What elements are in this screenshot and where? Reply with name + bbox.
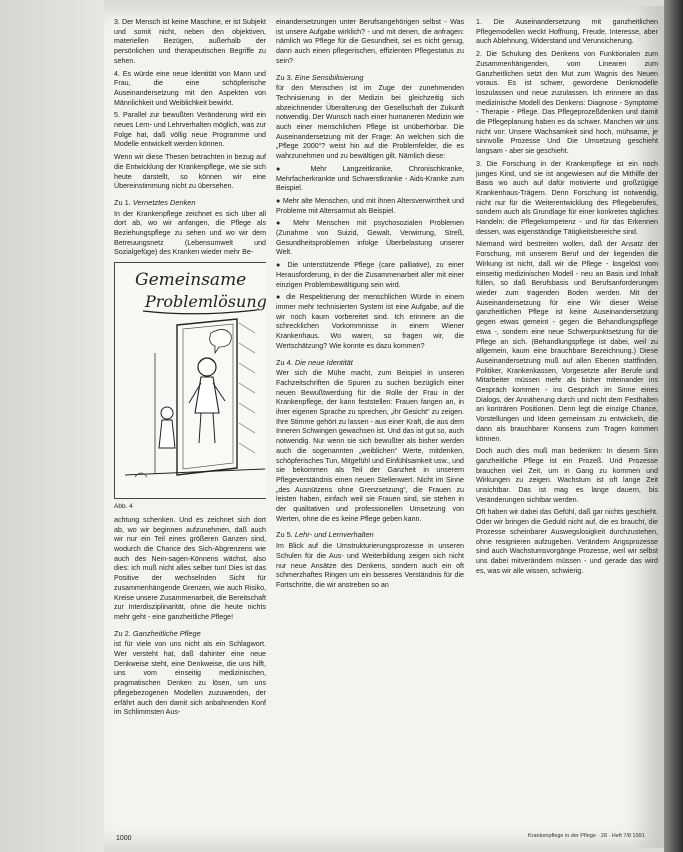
paragraph: für den Menschen ist im Zuge der zunehmenden Technisierung in der Medizin bei gleichzeitig sich abzeichnender Überalterung der Gesellschaft der Zukunft notwendig. Der Wunsch nach einer humaneren Medizin wie auch einer menschlichen Pflege ist unüberhörbar. Die Auseinandersetzung mit der Frage: An welchen sich die „Pflege 2000“? weist hin auf die Problemfelder, die es wahrzunehmen und zu bewältigen gilt. Nämlich diese:: [276, 84, 464, 161]
paragraph: Doch auch dies muß man bedenken: In diesem Sinn ganzheitliche Pflege ist ein Prozeß. Und Prozesse brauchen viel Zeit, um in Gang zu kommen und Wirkungen zu zeigen. Wachstum ist oft lange Zeit unsichtbar. Das ist mag es lange dauern, bis Veränderungen sichtbar werden.: [476, 447, 658, 504]
bullet-item: ● Mehr Menschen mit psychosozialen Problemen (Zunahme von Suizid, Gewalt, Verwirrung, Streß, Gesundheitsproblemen infolge Überbelastung unserer Welt.: [276, 219, 464, 257]
heading-number: Zu 3.: [276, 72, 293, 82]
section-heading: [114, 629, 266, 639]
cartoon-drawing: [115, 263, 266, 498]
heading-number: Zu 4.: [276, 357, 293, 367]
paragraph: Niemand wird bestreiten wollen, daß der Ansatz der Forschung, mit unserem Beruf und der liegenden die Wirkung ist nicht, daß wir die Pflege - losgelöst vom einseitig medizinischen Modell - neu an Basis und Inhalt füllen, so daß Berufsbasis und Berufsanforderungen wieder zum tragenden Boden werden. Mit der Auseinandersetzung für eine Wir dieser Weise ganzheitlichen Pflege ist keine Auseinandersetzung gegen etwas gemeint - gegen die Behandlungspflege etwa -, sondern eine neue Schwerpunktsetzung für die Pflege an sich. (Behandlungspflege ist dabei, weil zu allgemein, kaum eine brauchbare Bezeichnung.) Diese Auseinandersetzung muß auf allen Ebenen stattfinden. Politiker, Krankenkassen, Vorgesetzte aller Berufe und Mitarbeiter müssen mehr als bisher miteinander ins Gespräch kommen - ins Gespräch im Sinne eines Dialogs, der Annäherung durch und nicht dem Festhalten an konträren Positionen. Denn legt die einzige Chance, Vorstellungen und Ideen gemeinsam zu entwickeln, die dann als brauchbarer Konsens zum Tragen kommen können.: [476, 240, 658, 443]
section-heading: [114, 198, 266, 208]
page-edge-shadow: [664, 0, 683, 852]
heading-title: Lehr- und Lernverhalten: [294, 530, 374, 540]
figure-title-line2: Problemlösung: [145, 292, 267, 312]
bullet-item: ● Mehr alte Menschen, und mit ihnen Altersverwirrtheit und Probleme mit Altersarmut als Beispiel.: [276, 196, 464, 215]
figure-caption: Abb. 4: [114, 503, 133, 511]
bullet-item: ● Mehr Langzeitkranke, Chronischkranke, Mehrfacherkrankte und Schwerstkranke - Aids-Kranke zum Beispiel.: [276, 164, 464, 193]
paragraph: Wenn wir diese Thesen betrachten in bezug auf die Entwicklung der Krankenpflege, wie sie sich heute darstellt, so können wir eine Übereinstimmung nicht zu übersehen.: [114, 153, 266, 191]
heading-title: Eine Sensibilisierung: [294, 72, 364, 82]
bullet-item: ● die Respektierung der menschlichen Würde in einem immer mehr technisierten System ist eine Aufgabe, auf die wir noch kaum vorbereitet sind. Ich erinnere an die schrecklichen Vorkommnisse in einem Wiener Krankenhaus. Wo waren, so fragen wir, die Wertschätzung? Wie konnte es dazu kommen?: [276, 293, 464, 350]
column-1: [114, 18, 266, 838]
paragraph: ist für viele von uns nicht als ein Schlagwort. Wer versteht hat, daß dahinter eine neue Denkweise steht, eine Denkweise, die uns hilft, uns vom einseitig medizinischen, pragmatischen Denken zu lösen, um uns pflegebezogenen Modellen zuzuwenden, der erfährt auch den damit sich anbahnenden Konf im Schlimmsten Aus-: [114, 640, 266, 717]
numbered-item: 2. Die Schulung des Denkens von Funktionalen zum Zusammenhängenden, vom Linearen zum Ganzheitlichen setzt den Mut zum Wagnis des Neuen voraus. Es ist schwer, gewordene Denkmodelle loszulassen und neue zuzulassen. Ich erinnere an das medizinische Modell des Denkens: Diagnose - Symptome - Therapie - Pflege. Das Pflegeprozeßdenken und damit die Pflegeplanung haben es da schwer. Manchen wir uns nicht vor: Unsere Wachsamkeit sind hoch, mühsame, je sinnvolle Prozesse Und Die Umsetzung geschieht langsam - aber sie geschieht.: [476, 50, 658, 156]
page-footer: Krankenpflege in der Pflege · 28 · Heft 7/8 1991: [528, 833, 645, 839]
paragraph: 3. Der Mensch ist keine Maschine, er ist Subjekt und somit nicht, neben den objektiven, materiellen Bezügen, außerhalb der persönlichen und therapeutischen Begriffe zu sehen.: [114, 18, 266, 65]
heading-number: Zu 1.: [114, 197, 131, 207]
paragraph: Wer sich die Mühe macht, zum Beispiel in unseren Fachzeitschriften die Spuren zu suchen bezüglich einer neuen Bewußtwerdung für die Rolle der Frau in der Krankenpflege, der kann feststellen: Frauen fangen an, in ihrer eigenen Sprache zu sprechen, „ihr Gesicht“ zu zeigen. Ihre Stimme gehört zu lassen - aus einer Kraft, die aus dem Inneren Schwingen gewachsen ist. Und das ist gut so, auch notwendig. Nur wenn sie sich bewußter als bisher werden auch die sogenannten „weiblichen“ Werte, mitdenken, schöpferisches Tun, Mitgefühl und Einfühlsamkeit usw., und sie bekommen als Teil der Ganzheit in unserem Pflegeverständnis einen neuen Stellenwert. Nicht im Sinne „des Ausnützens ohne Grenzsetzung“, die Frauen zu leisten haben, einfach weil sie Frauen sind, sie stehen in der qualitativen und professionellen Umsetzung von Werten, ohne die es keine Pflege geben kann.: [276, 369, 464, 523]
paragraph: 4. Es würde eine neue Identität von Mann und Frau, die eine schöpferische Auseinandersetzung mit den Aspekten von Männlichkeit und Weiblichkeit bewirkt.: [114, 69, 266, 107]
figure-title-line1: Gemeinsame: [135, 270, 247, 291]
paragraph: Im Blick auf die Umstrukturierungsprozesse in unseren Schulen für die Aus- und Weiterbildung zeigen sich nicht nur neue Ansätze des Denkens, sondern auch ein oft schmerzhaftes Ringen um ein besseres Verständnis für die Fortschritte, die wir anstreben so an: [276, 542, 464, 589]
section-heading: [276, 73, 464, 83]
heading-number: Zu 5.: [276, 530, 293, 540]
scan-gutter: [0, 0, 104, 852]
numbered-item: 1. Die Auseinandersetzung mit ganzheitlichen Pflegemodellen weckt Hoffnung, Freude, Interesse, aber auch Ablehnung, Widerstand und Verunsicherung.: [476, 18, 658, 46]
heading-title: Vernetztes Denken: [132, 197, 196, 207]
paragraph: einandersetzungen unter Berufsangehörigen selbst - Was ist unsere Aufgabe wirklich? - und mit denen, die anfragen: nämlich wo Pflege für die Gesundheit, sei es nicht genug, dann auch einen pflegerischen, effizienten Pflegestatus zu sein?: [276, 18, 464, 65]
column-3: [476, 18, 658, 798]
section-heading: [276, 530, 464, 540]
paragraph: achtung schenken. Und es zeichnet sich dort ab, wo wir beginnen aufzunehmen, daß auch wir nur ein Teil eines größeren Ganzen sind, wodurch die Chance des Sich-Abgrenzens wie auch des Nein-sagen-Könnens wächst, also dies: ich muß nicht alles selber tun! Dies ist das Positive der wechselnden Sicht für zusammenhängende Grenzen, wie auch Risiko, Kreise unsere Zusammenarbeit, die Bereitschaft zur Interdisziplinarität, ohne die heute nichts mehr geht - eine ganzheitliche Pflege!: [114, 515, 266, 621]
numbered-item: 3. Die Forschung in der Krankenpflege ist ein noch junges Kind, und sie ist angewiesen auf die Mithilfe der Basis wo auch auf dafür motivierte und großzügige Krankenhaus-Trägern. Denn Forschung ist notwendig, nicht nur für die Weiterentwicklung des Pflegeberufes, sondern auch als Grundlage für einer konkretes tägliches Handeln: die Pflegekompetenz - und für das Erkennen dessen, was eigenständige Tätigkeitsbereiche sind.: [476, 159, 658, 236]
heading-number: Zu 2.: [114, 628, 131, 638]
section-heading: [276, 358, 464, 368]
heading-title: Ganzheitliche Pflege: [132, 628, 201, 638]
cartoon-figure: [114, 262, 266, 499]
page-number: 1000: [116, 835, 132, 842]
paragraph: 5. Parallel zur bewußten Veränderung wird ein neues Lern- und Lehrverhalten möglich, was zur Folge hat, daß völlig neue Programme und Modelle entwickelt werden können.: [114, 111, 266, 149]
column-2: [276, 18, 464, 838]
paragraph: In der Krankenpflege zeichnet es sich über all dort ab, wo wir anfangen, die Pflege als Beziehungspflege zu sehen und wo wir dem Betreuungsnetz (Lebensumwelt und Sozialgefüge) des Kranken wieder mehr Be-: [114, 209, 266, 257]
heading-title: Die neue Identität: [294, 357, 353, 367]
paragraph: Oft haben wir dabei das Gefühl, daß gar nichts geschieht. Oder wir bringen die Geduld nicht auf, die es braucht, die Prozesse scheinbarer Auswegslosigkeit durchzustehen, ohne resignieren aufzugeben. Verändern Angsprozesse sind auch Wachstumsvorgänge Prozesse, weil wir selbst uns dabei mitverändern müssen - und gerade das wird es, was wir alle wissen, schwierig.: [476, 508, 658, 575]
bullet-item: ● Die unterstützende Pflege (care palliative), zu einer Herausforderung, in der die Zusammenarbeit aller mit einer einzigen Problembewältigung sein wird.: [276, 261, 464, 289]
